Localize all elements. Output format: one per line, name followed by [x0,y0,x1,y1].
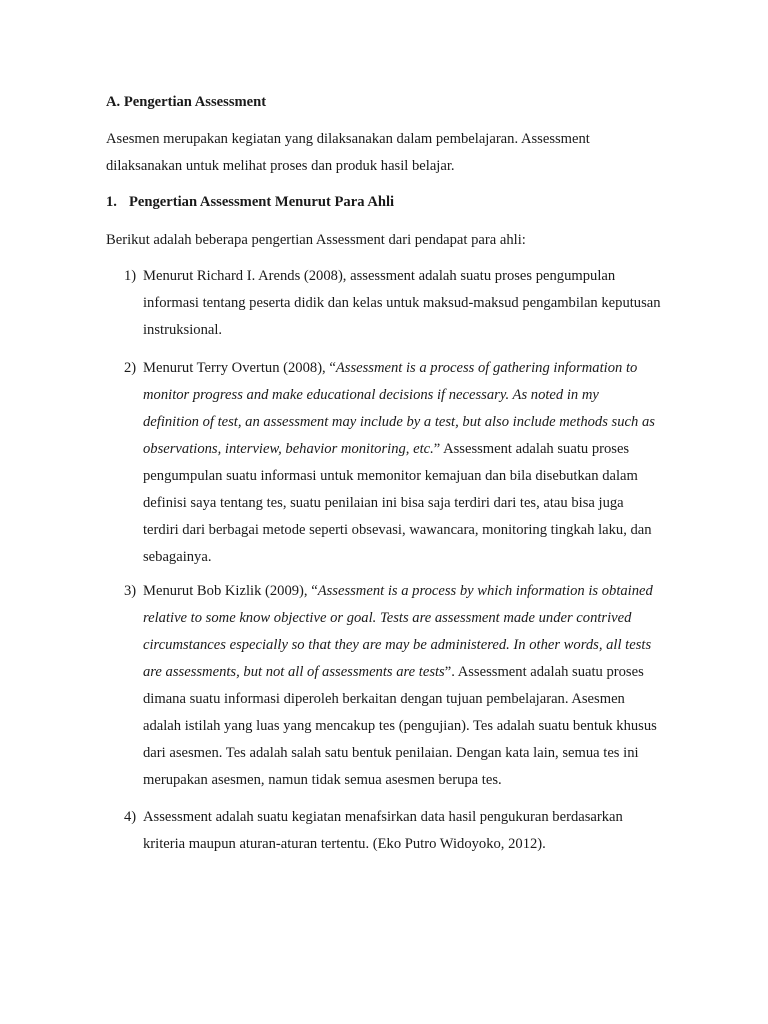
text-line [143,436,680,463]
quote-run: observations, interview, behavior monitoring, etc. [143,441,434,457]
text-line: definisi saya tentang tes, suatu penilaian ini bisa saja terdiri dari tes, atau bisa juga [143,495,624,511]
section-1-lead: Berikut adalah beberapa pengertian Assessment dari pendapat para ahli: [106,232,526,248]
text-line: dimana suatu informasi diperoleh berkaitan dengan tujuan pembelajaran. Asesmen [143,691,625,707]
text-line: Menurut Richard I. Arends (2008), assessment adalah suatu proses pengumpulan [143,268,616,284]
text-run: Menurut Terry Overtun (2008), “ [143,360,336,376]
text-line [143,578,680,605]
text-line: terdiri dari berbagai metode seperti obsevasi, wawancara, monitoring tingkah laku, dan [143,522,652,538]
text-line [143,659,680,686]
text-line: pengumpulan suatu informasi untuk memonitor kemajuan dan bila disebutkan dalam [143,468,638,484]
list-marker: 4) [124,809,137,825]
list-item-text [143,355,680,571]
text-line: informasi tentang peserta didik dan kelas untuk maksud-maksud pengambilan keputusan [143,295,661,311]
list-marker: 2) [124,360,137,376]
section-a-intro [106,126,666,180]
text-line: merupakan asesmen, namun tidak semua asesmen berupa tes. [143,772,502,788]
text-run: Menurut Bob Kizlik (2009), “ [143,583,318,599]
list-item [124,263,680,344]
intro-line: dilaksanakan untuk melihat proses dan produk hasil belajar. [106,158,455,174]
text-line: instruksional. [143,322,223,338]
list-marker: 3) [124,583,137,599]
list-item-text [143,578,680,794]
text-line: dari asesmen. Tes adalah salah satu bentuk penilaian. Dengan kata lain, semua tes ini [143,745,639,761]
intro-line: Asesmen merupakan kegiatan yang dilaksanakan dalam pembelajaran. Assessment [106,131,590,147]
text-line: adalah istilah yang luas yang mencakup tes (pengujian). Tes adalah suatu bentuk khusus [143,718,657,734]
text-line: sebagainya. [143,549,212,565]
text-line: kriteria maupun aturan-aturan tertentu. (Eko Putro Widoyoko, 2012). [143,836,546,852]
text-line: Assessment adalah suatu kegiatan menafsirkan data hasil pengukuran berdasarkan [143,809,623,825]
section-a-heading: A. Pengertian Assessment [106,94,267,110]
list-item-text [143,804,680,858]
quote-run: are assessments, but not all of assessments are tests [143,664,445,680]
quote-run: Assessment is a process by which information is obtained [317,583,653,599]
list-item [124,578,680,794]
quote-line: relative to some know objective or goal. Tests are assessment made under contrived [143,610,632,626]
list-item [124,804,680,858]
section-1-title: Pengertian Assessment Menurut Para Ahli [129,194,395,210]
quote-line: circumstances especially so that they are may be administered. In other words, all tests [143,637,652,653]
quote-line: definition of test, an assessment may include by a test, but also include methods such as [143,414,655,430]
quote-line: monitor progress and make educational decisions if necessary. As noted in my [143,387,599,403]
list-marker: 1) [124,268,137,284]
text-run: ” Assessment adalah suatu proses [433,441,630,457]
list-item-text [143,263,680,344]
section-1-number: 1. [106,194,117,210]
text-run: ”. Assessment adalah suatu proses [444,664,644,680]
text-line [143,355,680,382]
quote-run: Assessment is a process of gathering information to [335,360,638,376]
list-item [124,355,680,571]
section-1-heading [106,189,394,216]
